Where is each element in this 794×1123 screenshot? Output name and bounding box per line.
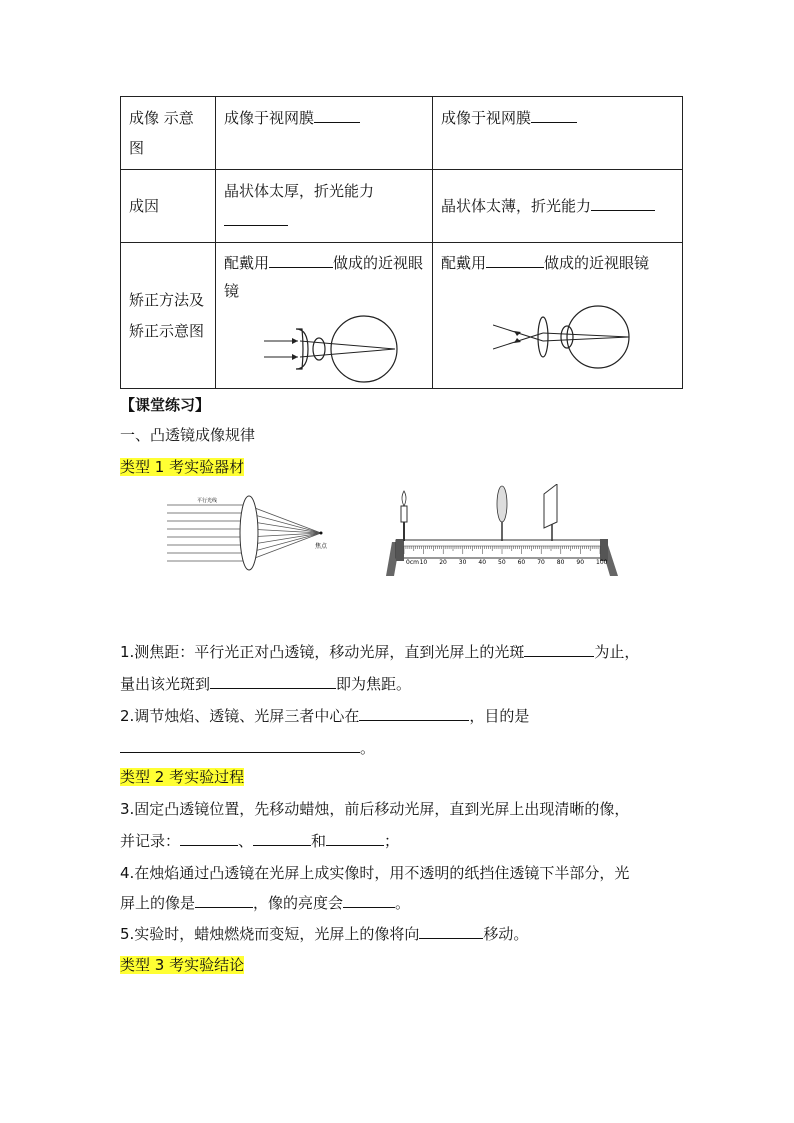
ruler-label: 20 bbox=[439, 559, 447, 566]
cell-text: 矫正方法及矫正示意图 bbox=[129, 290, 205, 340]
answer-blank[interactable] bbox=[120, 736, 360, 753]
myopia-correction-diagram bbox=[264, 315, 404, 385]
question-2-line-1: 2.调节烛焰、透镜、光屏三者中心在 ，目的是 bbox=[120, 704, 529, 728]
ruler-label: 30 bbox=[458, 559, 467, 566]
question-1-line-1: 1.测焦距：平行光正对凸透镜，移动光屏，直到光屏上的光斑 为止， bbox=[120, 640, 639, 664]
optical-bench-diagram bbox=[382, 484, 622, 579]
ruler-label: 90 bbox=[576, 559, 585, 566]
lens-icon bbox=[497, 486, 507, 522]
question-2-line-2: 。 bbox=[120, 736, 375, 760]
ruler-label: 60 bbox=[517, 559, 526, 566]
ruler-label: 40 bbox=[478, 559, 487, 566]
cell-text: 成像 示意图 bbox=[129, 109, 194, 157]
cell-text: 配戴用 bbox=[224, 254, 270, 272]
answer-blank[interactable] bbox=[524, 640, 594, 657]
question-4-line-2: 屏上的像是 ，像的亮度会 。 bbox=[120, 891, 410, 915]
answer-blank[interactable] bbox=[224, 209, 288, 226]
screen-icon bbox=[544, 484, 557, 528]
ruler-label: 50 bbox=[498, 559, 506, 566]
cell-hyperopia-cause bbox=[433, 170, 683, 243]
answer-blank[interactable] bbox=[419, 922, 483, 939]
cell-hyperopia-imaging bbox=[433, 97, 683, 170]
answer-blank[interactable] bbox=[180, 829, 238, 846]
question-1-line-2: 量出该光斑到 即为焦距。 bbox=[120, 672, 411, 696]
answer-blank[interactable] bbox=[531, 106, 577, 123]
section-heading: 【课堂练习】 bbox=[120, 396, 211, 414]
type-3-label: 类型 3 考实验结论 bbox=[120, 956, 245, 974]
hyperopia-correction-diagram bbox=[493, 305, 643, 375]
answer-blank[interactable] bbox=[314, 106, 360, 123]
cell-myopia-correction bbox=[216, 243, 433, 389]
question-4-line-1: 4.在烛焰通过凸透镜在光屏上成实像时，用不透明的纸挡住透镜下半部分，光 bbox=[120, 864, 630, 882]
cell-myopia-imaging bbox=[216, 97, 433, 170]
answer-blank[interactable] bbox=[343, 891, 395, 908]
answer-blank[interactable] bbox=[210, 672, 336, 689]
question-3-line-2: 并记录： 、 和 ； bbox=[120, 829, 399, 853]
answer-blank[interactable] bbox=[591, 194, 655, 211]
bench-unit: 0cm bbox=[406, 559, 419, 566]
row-label-imaging bbox=[121, 97, 216, 170]
answer-blank[interactable] bbox=[195, 891, 253, 908]
focal-length-diagram bbox=[165, 493, 335, 575]
ruler-label: 10 bbox=[419, 559, 428, 566]
subheading: 一、凸透镜成像规律 bbox=[120, 426, 256, 444]
ruler-label: 80 bbox=[556, 559, 565, 566]
cell-text: 配戴用 bbox=[441, 254, 487, 272]
answer-blank[interactable] bbox=[486, 251, 544, 268]
cell-text: 做成的近视眼镜 bbox=[544, 254, 650, 272]
ruler-label: 100 bbox=[596, 559, 608, 566]
convex-lens-icon bbox=[538, 317, 548, 357]
cell-text: 成因 bbox=[129, 197, 160, 215]
cell-text: 做成的近视眼镜 bbox=[224, 254, 424, 300]
row-label-correction bbox=[121, 243, 216, 389]
cell-text: 晶状体太厚，折光能力 bbox=[224, 182, 375, 200]
cell-text: 成像于视网膜 bbox=[224, 109, 315, 127]
type-2-label: 类型 2 考实验过程 bbox=[120, 768, 245, 786]
answer-blank[interactable] bbox=[253, 829, 311, 846]
eye-defect-table bbox=[120, 96, 683, 389]
cell-hyperopia-correction bbox=[433, 243, 683, 389]
answer-blank[interactable] bbox=[359, 704, 469, 721]
label-focus: 焦点 bbox=[315, 543, 328, 550]
answer-blank[interactable] bbox=[269, 251, 333, 268]
answer-blank[interactable] bbox=[326, 829, 384, 846]
label-parallel-light: 平行光线 bbox=[197, 498, 218, 504]
cell-text: 成像于视网膜 bbox=[441, 109, 532, 127]
candle-flame-icon bbox=[402, 491, 406, 506]
type-1-label: 类型 1 考实验器材 bbox=[120, 458, 245, 476]
cell-text: 晶状体太薄，折光能力 bbox=[441, 197, 592, 215]
question-5: 5.实验时，蜡烛燃烧而变短，光屏上的像将向 移动。 bbox=[120, 922, 528, 946]
concave-lens-icon bbox=[296, 329, 308, 369]
row-label-cause bbox=[121, 170, 216, 243]
question-3-line-1: 3.固定凸透镜位置，先移动蜡烛，前后移动光屏，直到光屏上出现清晰的像， bbox=[120, 800, 630, 818]
cell-myopia-cause bbox=[216, 170, 433, 243]
ruler-label: 70 bbox=[537, 559, 545, 566]
convex-lens-icon bbox=[240, 496, 258, 570]
